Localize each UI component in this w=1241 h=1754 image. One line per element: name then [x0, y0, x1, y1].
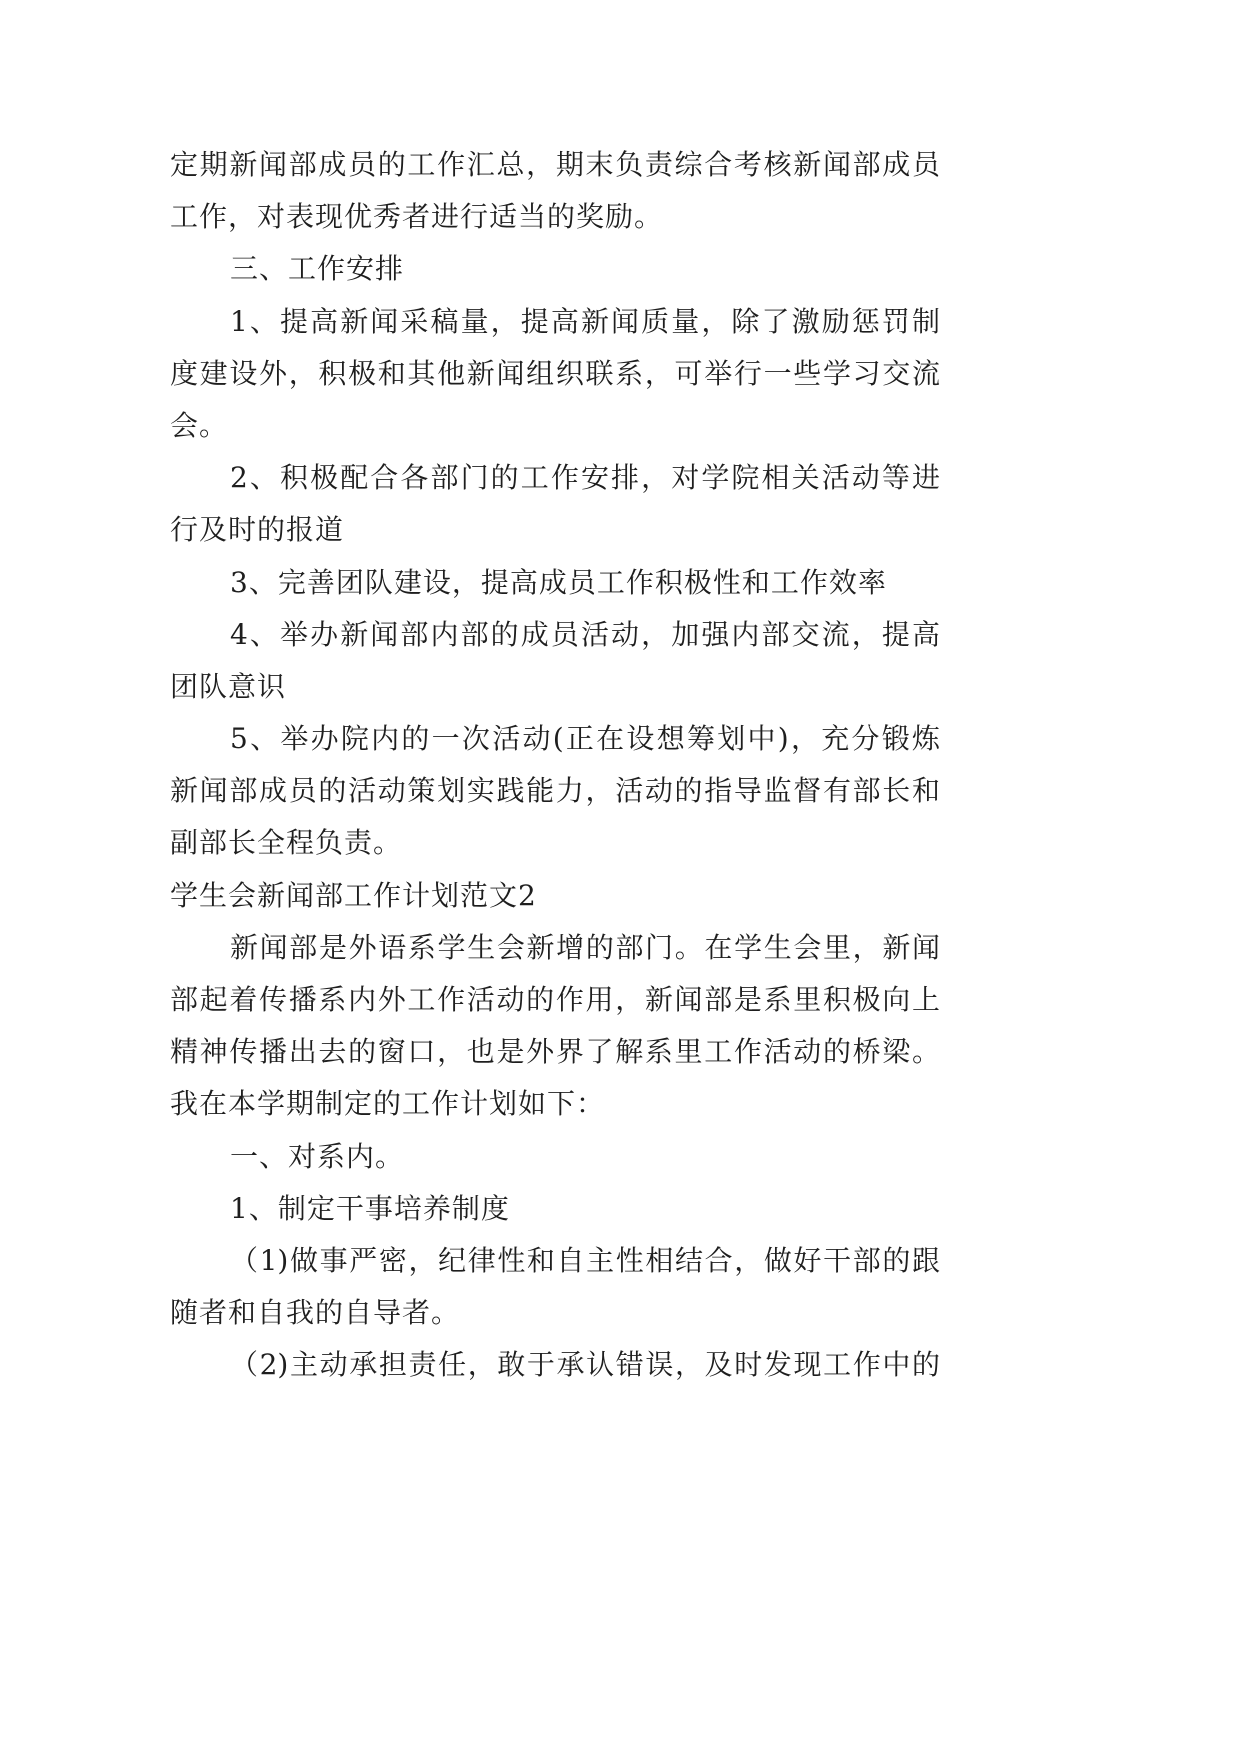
text-line: 3、完善团队建设，提高成员工作积极性和工作效率 — [230, 565, 887, 599]
text-line: 度建设外，积极和其他新闻组织联系，可举行一些学习交流 — [170, 356, 940, 390]
text-line: 定期新闻部成员的工作汇总，期末负责综合考核新闻部成员 — [170, 148, 940, 181]
document-body — [170, 139, 940, 1392]
text-line: 工作，对表现优秀者进行适当的奖励。 — [170, 200, 664, 234]
paragraph — [170, 1339, 940, 1391]
paragraph — [170, 609, 940, 713]
text-line: 随者和自我的自导者。 — [170, 1296, 461, 1330]
text-line: （2)主动承担责任，敢于承认错误，及时发现工作中的 — [230, 1348, 940, 1382]
paragraph — [170, 713, 940, 870]
paragraph — [170, 1131, 940, 1183]
section-heading: 一、对系内。 — [230, 1139, 405, 1173]
paragraph — [170, 296, 940, 453]
text-line: 1、制定干事培养制度 — [230, 1191, 510, 1225]
paragraph — [170, 1235, 940, 1339]
paragraph — [170, 557, 940, 609]
text-line: （1)做事严密，纪律性和自主性相结合，做好干部的跟 — [230, 1243, 940, 1277]
text-line: 会。 — [170, 408, 229, 442]
text-line: 团队意识 — [170, 669, 287, 703]
text-line: 2、积极配合各部门的工作安排，对学院相关活动等进 — [230, 461, 940, 495]
section-title: 学生会新闻部工作计划范文2 — [170, 878, 537, 912]
text-line: 新闻部是外语系学生会新增的部门。在学生会里，新闻 — [230, 930, 940, 964]
text-line: 副部长全程负责。 — [170, 826, 403, 860]
paragraph — [170, 922, 940, 1131]
paragraph — [170, 1183, 940, 1235]
text-line: 行及时的报道 — [170, 513, 345, 547]
text-line: 5、举办院内的一次活动(正在设想筹划中)，充分锻炼 — [230, 722, 940, 756]
section-heading: 三、工作安排 — [230, 252, 405, 286]
text-line: 新闻部成员的活动策划实践能力，活动的指导监督有部长和 — [170, 774, 940, 808]
text-line: 我在本学期制定的工作计划如下： — [170, 1087, 606, 1121]
paragraph — [170, 243, 940, 295]
text-line: 1、提高新闻采稿量，提高新闻质量，除了激励惩罚制 — [230, 304, 940, 338]
text-line: 部起着传播系内外工作活动的作用，新闻部是系里积极向上 — [170, 983, 940, 1016]
text-line: 4、举办新闻部内部的成员活动，加强内部交流，提高 — [230, 617, 940, 651]
text-line: 精神传播出去的窗口，也是外界了解系里工作活动的桥梁。 — [170, 1035, 940, 1069]
paragraph — [170, 452, 940, 556]
paragraph — [170, 139, 940, 243]
